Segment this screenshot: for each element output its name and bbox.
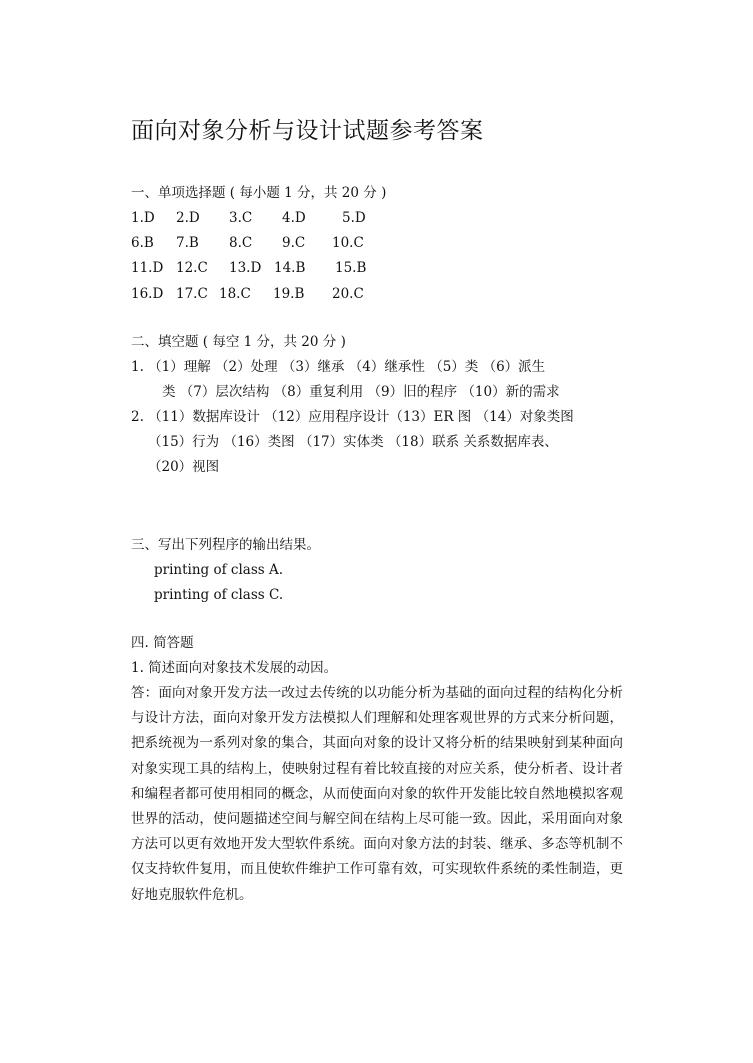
answer-cell: 15.B <box>335 260 367 276</box>
question-text: 1. 简述面向对象技术发展的动因。 <box>131 660 338 676</box>
answer-cell: 3.C <box>229 210 253 226</box>
answer-cell: 10.C <box>332 235 364 251</box>
fill-blank-line: 2. （11）数据库设计 （12）应用程序设计（13）ER 图 （14）对象类图 <box>131 409 574 425</box>
answer-row-2 <box>131 234 431 252</box>
answer-cell: 7.B <box>176 235 199 251</box>
answer-cell: 11.D <box>131 260 164 276</box>
answer-cell: 6.B <box>131 235 154 251</box>
answer-cell: 1.D <box>131 210 155 226</box>
answer-paragraph: 答：面向对象开发方法一改过去传统的以功能分析为基础的面向过程的结构化分析与设计方法，面向对象开发方法模拟人们理解和处理客观世界的方式来分析问题，把系统视为一系列对象的集合，其面向对象的设计又将分析的结果映射到某种面向对象实现工具的结构上，使映射过程有着比较直接的对应关系，使分析者、设计者和编程者都可使用相同的概念，从而使面向对象的软件开发能比较自然地模拟客观世界的活动，使问题描述空间与解空间在结构上尽可能一致。因此，采用面向对象方法可以更有效地开发大型软件系统。面向对象方法的封装、继承、多态等机制不仅支持软件复用，而且使软件维护工作可靠有效，可实现软件系统的柔性制造，更好地克服软件危机。 <box>131 685 623 903</box>
section1-heading: 一、单项选择题 ( 每小题 1 分，共 20 分 ) <box>131 185 387 201</box>
answer-cell: 4.D <box>282 210 306 226</box>
program-output-line: printing of class C. <box>154 587 284 603</box>
answer-row-4 <box>131 285 431 303</box>
answer-row-3 <box>131 259 431 277</box>
answer-cell: 13.D <box>229 260 262 276</box>
answer-cell: 20.C <box>332 286 364 302</box>
answer-row-1 <box>131 209 431 227</box>
answer-cell: 19.B <box>273 286 305 302</box>
fill-blank-line: 类 （7）层次结构 （8）重复利用 （9）旧的程序 （10）新的需求 <box>162 384 560 400</box>
fill-blank-line: （15）行为 （16）类图 （17）实体类 （18）联系 关系数据库表、 <box>148 434 558 450</box>
answer-cell: 17.C <box>176 286 208 302</box>
section3-heading: 三、写出下列程序的输出结果。 <box>131 537 320 553</box>
fill-blank-line: 1. （1）理解 （2）处理 （3）继承 （4）继承性 （5）类 （6）派生 <box>131 359 546 375</box>
program-output-line: printing of class A. <box>154 562 284 578</box>
answer-cell: 16.D <box>131 286 164 302</box>
answer-cell: 14.B <box>274 260 306 276</box>
fill-blank-line: （20）视图 <box>148 459 220 475</box>
section4-heading: 四. 简答题 <box>131 635 194 651</box>
answer-cell: 5.D <box>342 210 366 226</box>
answer-cell: 12.C <box>176 260 208 276</box>
page-title: 面向对象分析与设计试题参考答案 <box>131 118 484 144</box>
section2-heading: 二、填空题 ( 每空 1 分，共 20 分 ) <box>131 334 346 350</box>
answer-cell: 9.C <box>282 235 306 251</box>
answer-cell: 2.D <box>176 210 200 226</box>
answer-cell: 8.C <box>229 235 253 251</box>
answer-cell: 18.C <box>219 286 251 302</box>
